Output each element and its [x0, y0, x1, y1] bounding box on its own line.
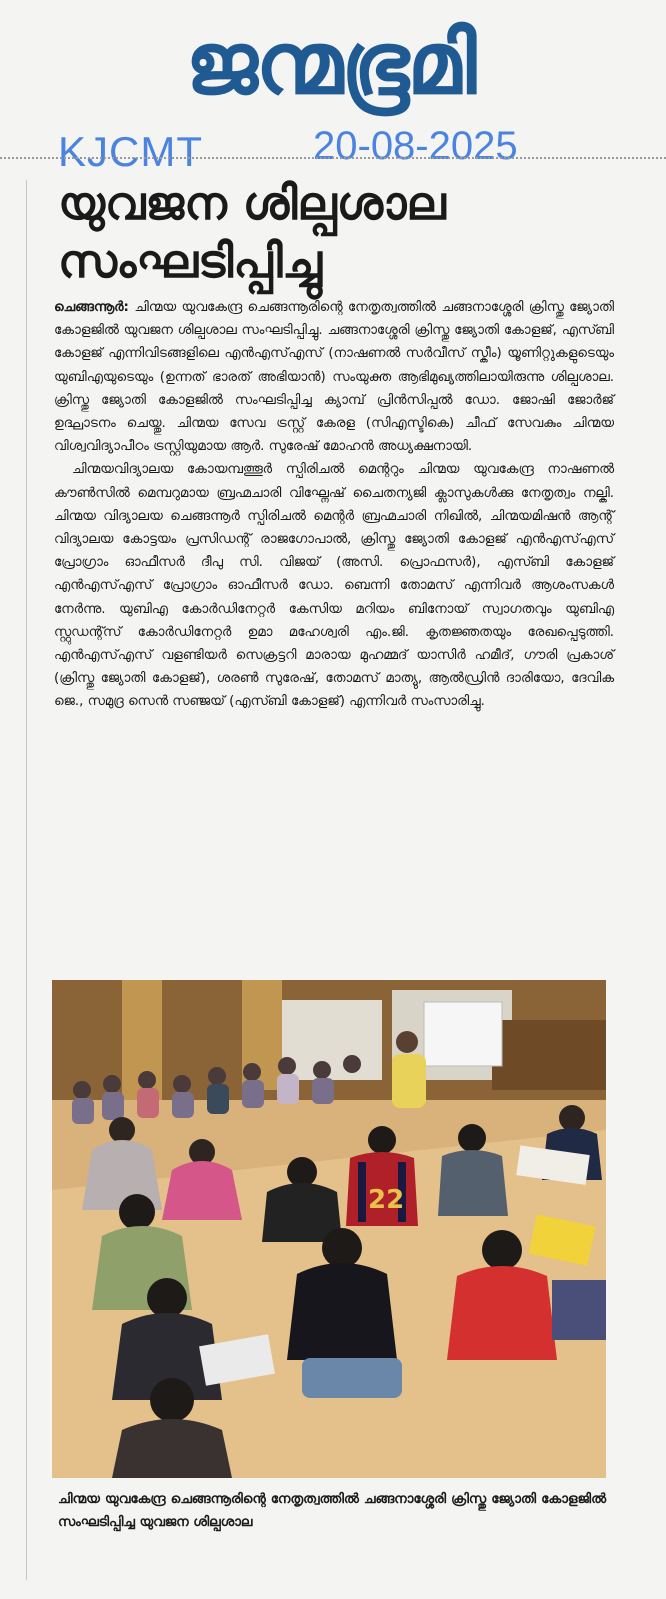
article-dateline: ചെങ്ങന്നൂർ: [54, 300, 129, 315]
article-paragraph-1 [54, 296, 614, 458]
article-photo [52, 980, 606, 1478]
photo-caption: ചിന്മയ യുവകേന്ദ്ര ചെങ്ങന്നൂരിന്റെ നേതൃത്വത്തിൽ ചങ്ങനാശ്ശേരി ക്രിസ്തു ജ്യോതി കോളജിൽ സംഘടിപ്പിച്ച യുവജന ശില്പശാല [58, 1492, 606, 1530]
article-body [54, 296, 614, 714]
article-paragraph-2: ചിന്മയവിദ്യാലയ കോയമ്പത്തൂർ സ്പിരിചൽ മെന്ററും ചിന്മയ യുവകേന്ദ്ര നാഷണൽ കൗൺസിൽ മെമ്പറുമായ ബ്രഹ്മചാരി വിഘ്നേഷ് ചൈതന്യജി ക്ലാസുകൾക്കു നേതൃത്വം നല്കി. ചിന്മയ വിദ്യാലയ ചെങ്ങന്നൂർ സ്പിരിചൽ മെന്റർ ബ്രഹ്മചാരി നിഖിൽ, ചിന്മയമിഷൻ ആന്റ് വിദ്യാലയ കോട്ടയം പ്രസിഡന്റ് രാജഗോപാൽ, ക്രിസ്തു ജ്യോതി കോളജ് എൻഎസ്എസ് പ്രോഗ്രാം ഓഫീസർ ദീപു സി. വിജയ് (അസി. പ്രൊഫസർ), എസ്ബി കോളജ് എൻഎസ്എസ് പ്രോഗ്രാം ഓഫീസർ ഡോ. ബെന്നി തോമസ് എന്നിവർ ആശംസകൾ നേർന്നു. യുബിഎ കോർഡിനേറ്റർ കേസിയ മറിയം ബിനോയ് സ്വാഗതവും യുബിഎ സ്റ്റുഡന്റ്സ് കോർഡിനേറ്റർ ഉമാ മഹേശ്വരി എം.ജി. കൃതജ്ഞതയും രേഖപ്പെടുത്തി. എൻഎസ്എസ് വളണ്ടിയർ സെക്രട്ടറി മാരായ മുഹമ്മദ് യാസിർ ഹമീദ്, ഗൗരി പ്രകാശ് (ക്രിസ്തു ജ്യോതി കോളജ്), ശരൺ സുരേഷ്, തോമസ് മാത്യു, ആൽഡ്രിൻ ദാരിയോ, ദേവിക ജെ., സമുദ്ര സെൻ സഞ്ജയ് (എസ്ബി കോളജ്) എന്നിവർ സംസാരിച്ചു. [54, 462, 614, 710]
organization-stamp: KJCMT [58, 128, 203, 175]
article-headline [58, 174, 618, 290]
headline-line-1: യുവജന ശില്പശാല [58, 176, 446, 230]
paragraph-1-text: ചിന്മയ യുവകേന്ദ്ര ചെങ്ങന്നൂരിന്റെ നേതൃത്വത്തിൽ ചങ്ങനാശ്ശേരി ക്രിസ്തു ജ്യോതി കോളജിൽ യുവജന ശില്പശാല സംഘടിപ്പിച്ചു. ചങ്ങനാശ്ശേരി ക്രിസ്തു ജ്യോതി കോളജ്, എസ്ബി കോളജ് എന്നിവിടങ്ങളിലെ എൻഎസ്എസ് (നാഷണൽ സർവീസ് സ്കീം) യൂണിറ്റുകളുടെയും യുബിഎയുടെയും (ഉന്നത് ഭാരത് അഭിയാൻ) സംയുക്ത ആഭിമുഖ്യത്തിലായിരുന്നു ശില്പശാല. ക്രിസ്തു ജ്യോതി കോളജിൽ സംഘടിപ്പിച്ച ക്യാമ്പ് പ്രിൻസിപ്പൽ ഡോ. ജോഷി ജോർജ് ഉദ്ഘാടനം ചെയ്തു. ചിന്മയ സേവ ട്രസ്റ്റ് കേരള (സിഎസ്ടികെ) ചീഫ് സേവകും ചിന്മയ വിശ്വവിദ്യാപീഠം ട്രസ്റ്റിയുമായ ആർ. സുരേഷ് മോഹൻ അധ്യക്ഷനായി. [54, 300, 614, 455]
newspaper-masthead: ജന്മഭൂമി [185, 14, 475, 114]
date-stamp: 20-08-2025 [313, 124, 518, 168]
jersey-number: 22 [368, 1185, 405, 1215]
column-rule [26, 180, 27, 1580]
header-divider [0, 157, 666, 159]
headline-line-2: സംഘടിപ്പിച്ചു [58, 234, 322, 288]
